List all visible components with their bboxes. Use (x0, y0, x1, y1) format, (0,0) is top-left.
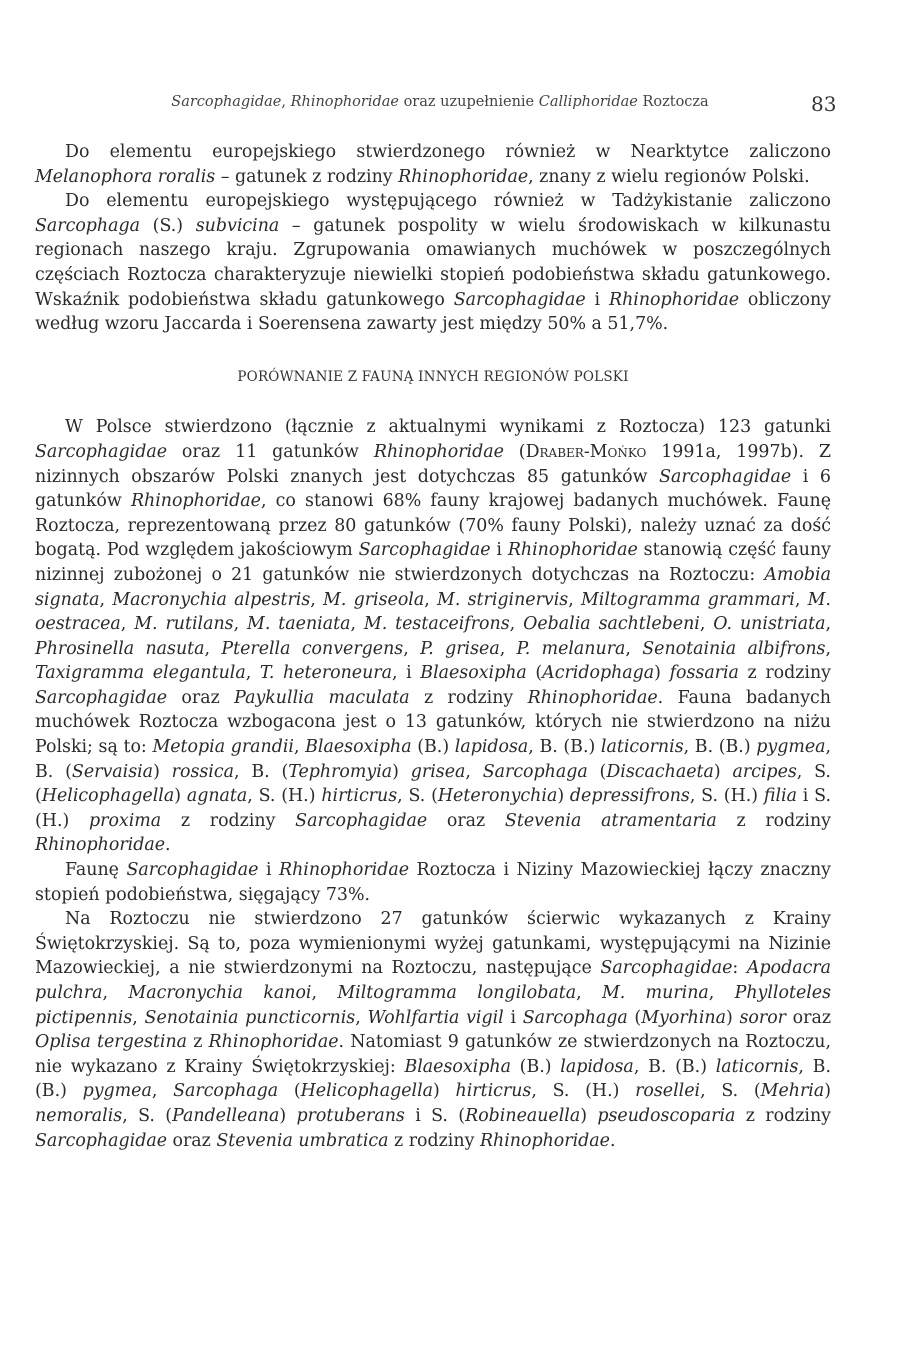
running-head (140, 94, 740, 110)
section-heading: PORÓWNANIE Z FAUNĄ INNYCH REGIONÓW POLSKI (237, 368, 629, 385)
body-text (35, 140, 831, 1153)
paragraph-3: W Polsce stwierdzono (łącznie z aktualnymi wynikami z Roztocza) 123 gatunki Sarcophagidae oraz 11 gatunków Rhinophoridae (Draber-Mońko 1991a, 1997b). Z nizinnych obszarów Polski znanych jest dotychczas 85 gatunków Sarcophagidae i 6 gatunków Rhinophoridae, co stanowi 68% fauny krajowej badanych muchówek. Faunę Roztocza, reprezentowaną przez 80 gatunków (70% fauny Polski), należy uznać za dość bogatą. Pod względem jakościowym Sarcophagidae i Rhinophoridae stanowią część fauny nizinnej zubożonej o 21 gatunków nie stwierdzonych dotychczas na Roztoczu: Amobia signata, Macronychia alpestris, M. griseola, M. striginervis, Miltogramma grammari, M. oestracea, M. rutilans, M. taeniata, M. testaceifrons, Oebalia sachtlebeni, O. unistriata, Phrosinella nasuta, Pterella convergens, P. grisea, P. melanura, Senotainia albifrons, Taxigramma elegantula, T. heteroneura, i Blaesoxipha (Acridophaga) fossaria z rodziny Sarcophagidae oraz Paykullia maculata z rodziny Rhinophoridae. Fauna badanych muchówek Roztocza wzbogacona jest o 13 gatunków, których nie stwierdzono na niżu Polski; są to: Metopia grandii, Blaesoxipha (B.) lapidosa, B. (B.) laticornis, B. (B.) pygmea, B. (Servaisia) rossica, B. (Tephromyia) grisea, Sarcophaga (Discachaeta) arcipes, S. (Helicophagella) agnata, S. (H.) hirticrus, S. (Heteronychia) depressifrons, S. (H.) filia i S. (H.) proxima z rodziny Sarcophagidae oraz Stevenia atramentaria z rodziny Rhinophoridae. (35, 417, 832, 856)
paragraph-4: Faunę Sarcophagidae i Rhinophoridae Roztocza i Niziny Mazowieckiej łączy znaczny stopień podobieństwa, sięgający 73%. (35, 860, 831, 905)
running-head-text: Sarcophagidae, Rhinophoridae oraz uzupełnienie Calliphoridae Roztocza (171, 94, 709, 110)
paragraph-2: Do elementu europejskiego występującego również w Tadżykistanie zaliczono Sarcophaga (S.) subvicina – gatunek pospolity w wielu środowiskach w kilkunastu regionach naszego kraju. Zgrupowania omawianych muchówek w poszczególnych częściach Roztocza charakteryzuje niewielki stopień podobieństwa składu gatunkowego. Wskaźnik podobieństwa składu gatunkowego Sarcophagidae i Rhinophoridae obliczony według wzoru Jaccarda i Soerensena zawarty jest między 50% a 51,7%. (35, 191, 831, 335)
paragraph-1: Do elementu europejskiego stwierdzonego również w Nearktytce zaliczono Melanophora roralis – gatunek z rodziny Rhinophoridae, znany z wielu regionów Polski. (35, 142, 831, 187)
page-number: 83 (811, 92, 837, 116)
paragraph-5: Na Roztoczu nie stwierdzono 27 gatunków ścierwic wykazanych z Krainy Świętokrzyskiej. Są to, poza wymienionymi wyżej gatunkami, występującymi na Nizinie Mazowieckiej, a nie stwierdzonymi na Roztoczu, następujące Sarcophagidae: Apodacra pulchra, Macronychia kanoi, Miltogramma longilobata, M. murina, Phylloteles pictipennis, Senotainia puncticornis, Wohlfartia vigil i Sarcophaga (Myorhina) soror oraz Oplisa tergestina z Rhinophoridae. Natomiast 9 gatunków ze stwierdzonych na Roztoczu, nie wykazano z Krainy Świętokrzyskiej: Blaesoxipha (B.) lapidosa, B. (B.) laticornis, B. (B.) pygmea, Sarcophaga (Helicophagella) hirticrus, S. (H.) rosellei, S. (Mehria) nemoralis, S. (Pandelleana) protuberans i S. (Robineauella) pseudoscoparia z rodziny Sarcophagidae oraz Stevenia umbratica z rodziny Rhinophoridae. (35, 909, 832, 1151)
